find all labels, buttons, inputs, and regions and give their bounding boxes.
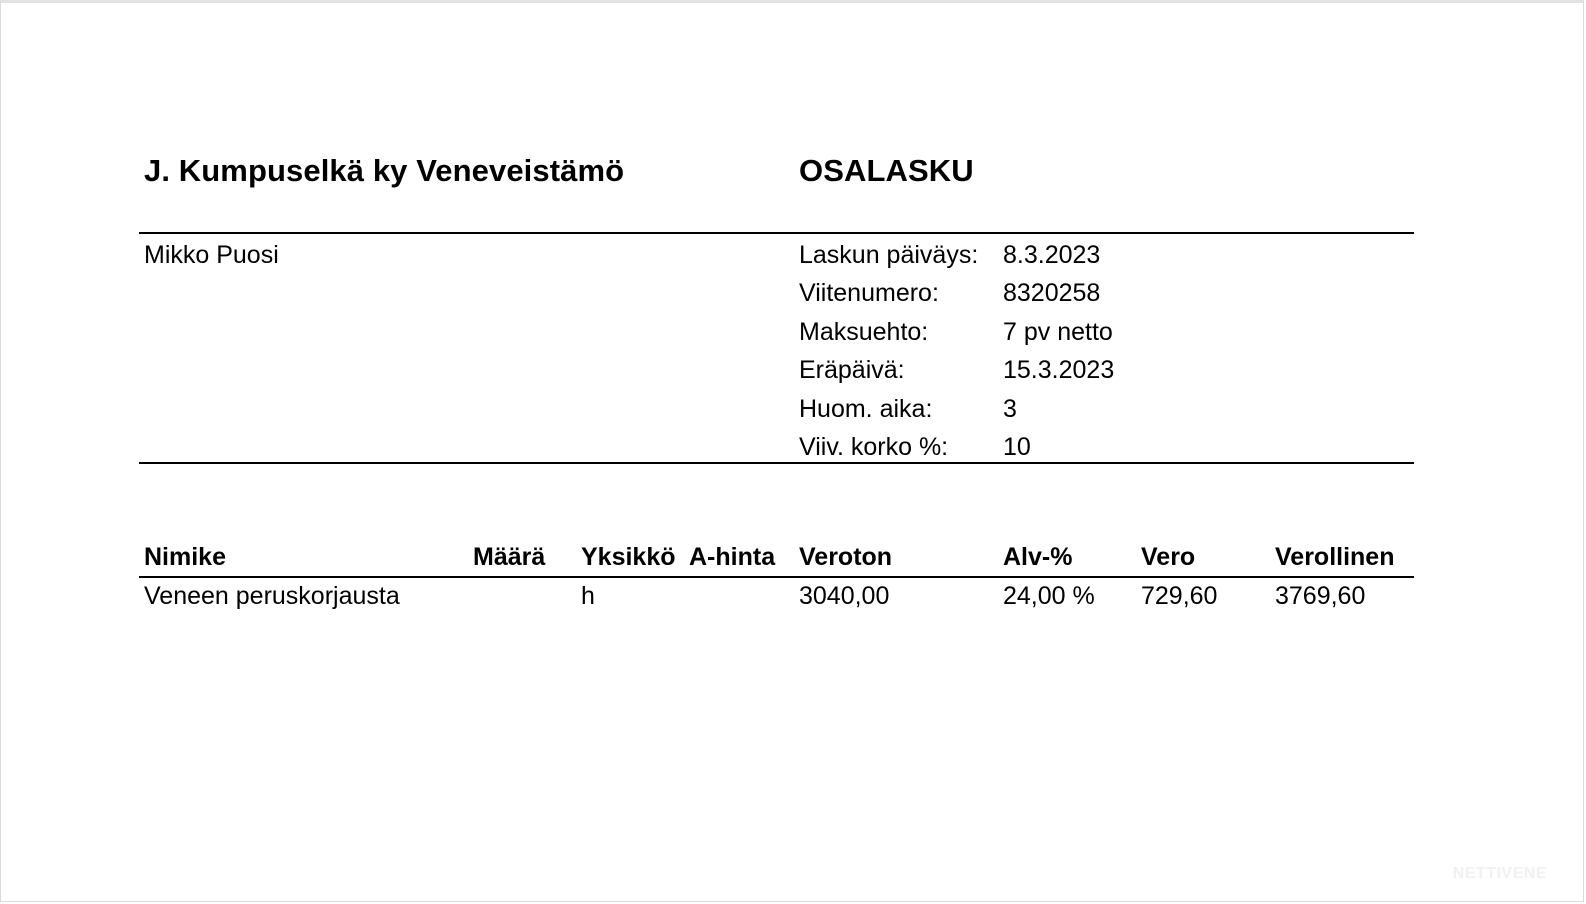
info-value: 8320258	[1003, 279, 1101, 308]
info-value: 8.3.2023	[1003, 241, 1101, 269]
info-label: Viiv. korko %:	[799, 432, 949, 461]
cell-yksikko: h	[581, 582, 595, 610]
watermark-logo: NETTIVENE	[1452, 865, 1547, 882]
customer-name: Mikko Puosi	[144, 241, 279, 269]
info-value: 15.3.2023	[1003, 356, 1115, 385]
cell-nimike: Veneen peruskorjausta	[144, 582, 400, 610]
info-value: 10	[1003, 432, 1031, 461]
cell-verollinen: 3769,60	[1275, 582, 1366, 610]
col-header-ahinta: A-hinta	[689, 543, 776, 571]
info-label: Maksuehto:	[799, 317, 929, 346]
col-header-verollinen: Verollinen	[1275, 543, 1395, 571]
col-header-nimike: Nimike	[144, 543, 226, 571]
col-header-yksikko: Yksikkö	[581, 543, 676, 571]
col-header-maara: Määrä	[473, 543, 546, 571]
header-top-rule	[139, 232, 1414, 234]
info-value: 3	[1003, 394, 1017, 423]
table-header-rule	[139, 576, 1414, 578]
document-type-title: OSALASKU	[799, 153, 974, 188]
col-header-veroton: Veroton	[799, 543, 893, 571]
cell-vero: 729,60	[1141, 582, 1218, 610]
info-label: Eräpäivä:	[799, 356, 905, 385]
info-label: Huom. aika:	[799, 394, 933, 423]
col-header-vero: Vero	[1141, 543, 1196, 571]
info-label: Viitenumero:	[799, 279, 939, 308]
company-name: J. Kumpuselkä ky Veneveistämö	[144, 153, 625, 188]
cell-alv: 24,00 %	[1003, 582, 1095, 610]
info-label: Laskun päiväys:	[799, 241, 979, 269]
info-bottom-rule	[139, 462, 1414, 464]
info-value: 7 pv netto	[1003, 317, 1113, 346]
col-header-alv: Alv-%	[1003, 543, 1073, 571]
cell-veroton: 3040,00	[799, 582, 890, 610]
